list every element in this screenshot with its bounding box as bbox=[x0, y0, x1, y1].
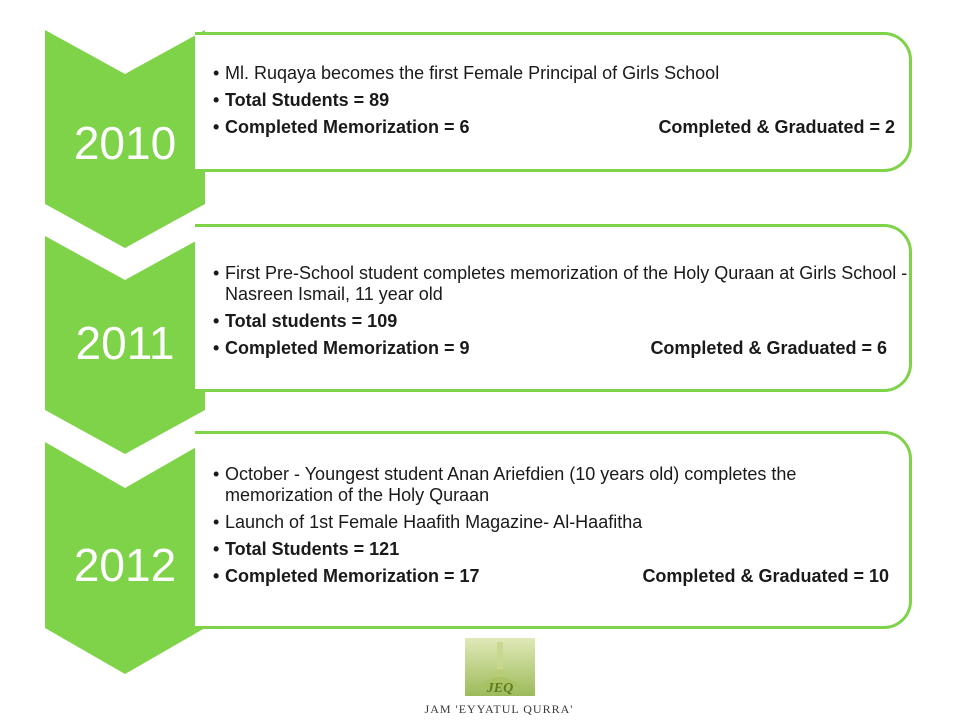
year-label: 2010 bbox=[73, 117, 177, 169]
completed-graduated: Completed & Graduated = 10 bbox=[642, 566, 889, 586]
bullet-item: • Total Students = 89 bbox=[195, 90, 909, 111]
bullet-item: • Total students = 109 bbox=[195, 311, 909, 332]
timeline-card-2012 bbox=[195, 431, 912, 629]
completion-row bbox=[195, 117, 909, 138]
completion-row bbox=[195, 338, 909, 359]
completion-row bbox=[195, 566, 909, 587]
timeline-card-2010 bbox=[195, 32, 912, 172]
chevron-2010 bbox=[45, 30, 205, 248]
completed-memorization: • Completed Memorization = 9 bbox=[225, 338, 470, 358]
chevron-2012 bbox=[45, 442, 205, 674]
completed-memorization: • Completed Memorization = 17 bbox=[225, 566, 480, 586]
chevron-2011 bbox=[45, 236, 205, 454]
year-label: 2012 bbox=[73, 539, 177, 591]
svg-text:JEQ: JEQ bbox=[486, 681, 514, 696]
jeq-logo-icon bbox=[465, 638, 535, 696]
completed-memorization: • Completed Memorization = 6 bbox=[225, 117, 470, 137]
timeline-card-2011 bbox=[195, 224, 912, 392]
bullet-item: • Total Students = 121 bbox=[195, 539, 909, 560]
organization-logo bbox=[405, 638, 593, 720]
bullet-item: • October - Youngest student Anan Ariefdien (10 years old) completes the memorization of the Holy Quraan bbox=[195, 464, 909, 506]
year-label: 2011 bbox=[75, 317, 175, 369]
completed-graduated: Completed & Graduated = 2 bbox=[658, 117, 895, 137]
completed-graduated: Completed & Graduated = 6 bbox=[650, 338, 887, 358]
bullet-item: • First Pre-School student completes memorization of the Holy Quraan at Girls School - Nasreen Ismail, 11 year old bbox=[195, 263, 909, 305]
logo-text: JAM 'EYYATUL QURRA' bbox=[424, 702, 574, 716]
bullet-item: • Launch of 1st Female Haafith Magazine- Al-Haafitha bbox=[195, 512, 909, 533]
bullet-item: • Ml. Ruqaya becomes the first Female Principal of Girls School bbox=[195, 63, 909, 84]
